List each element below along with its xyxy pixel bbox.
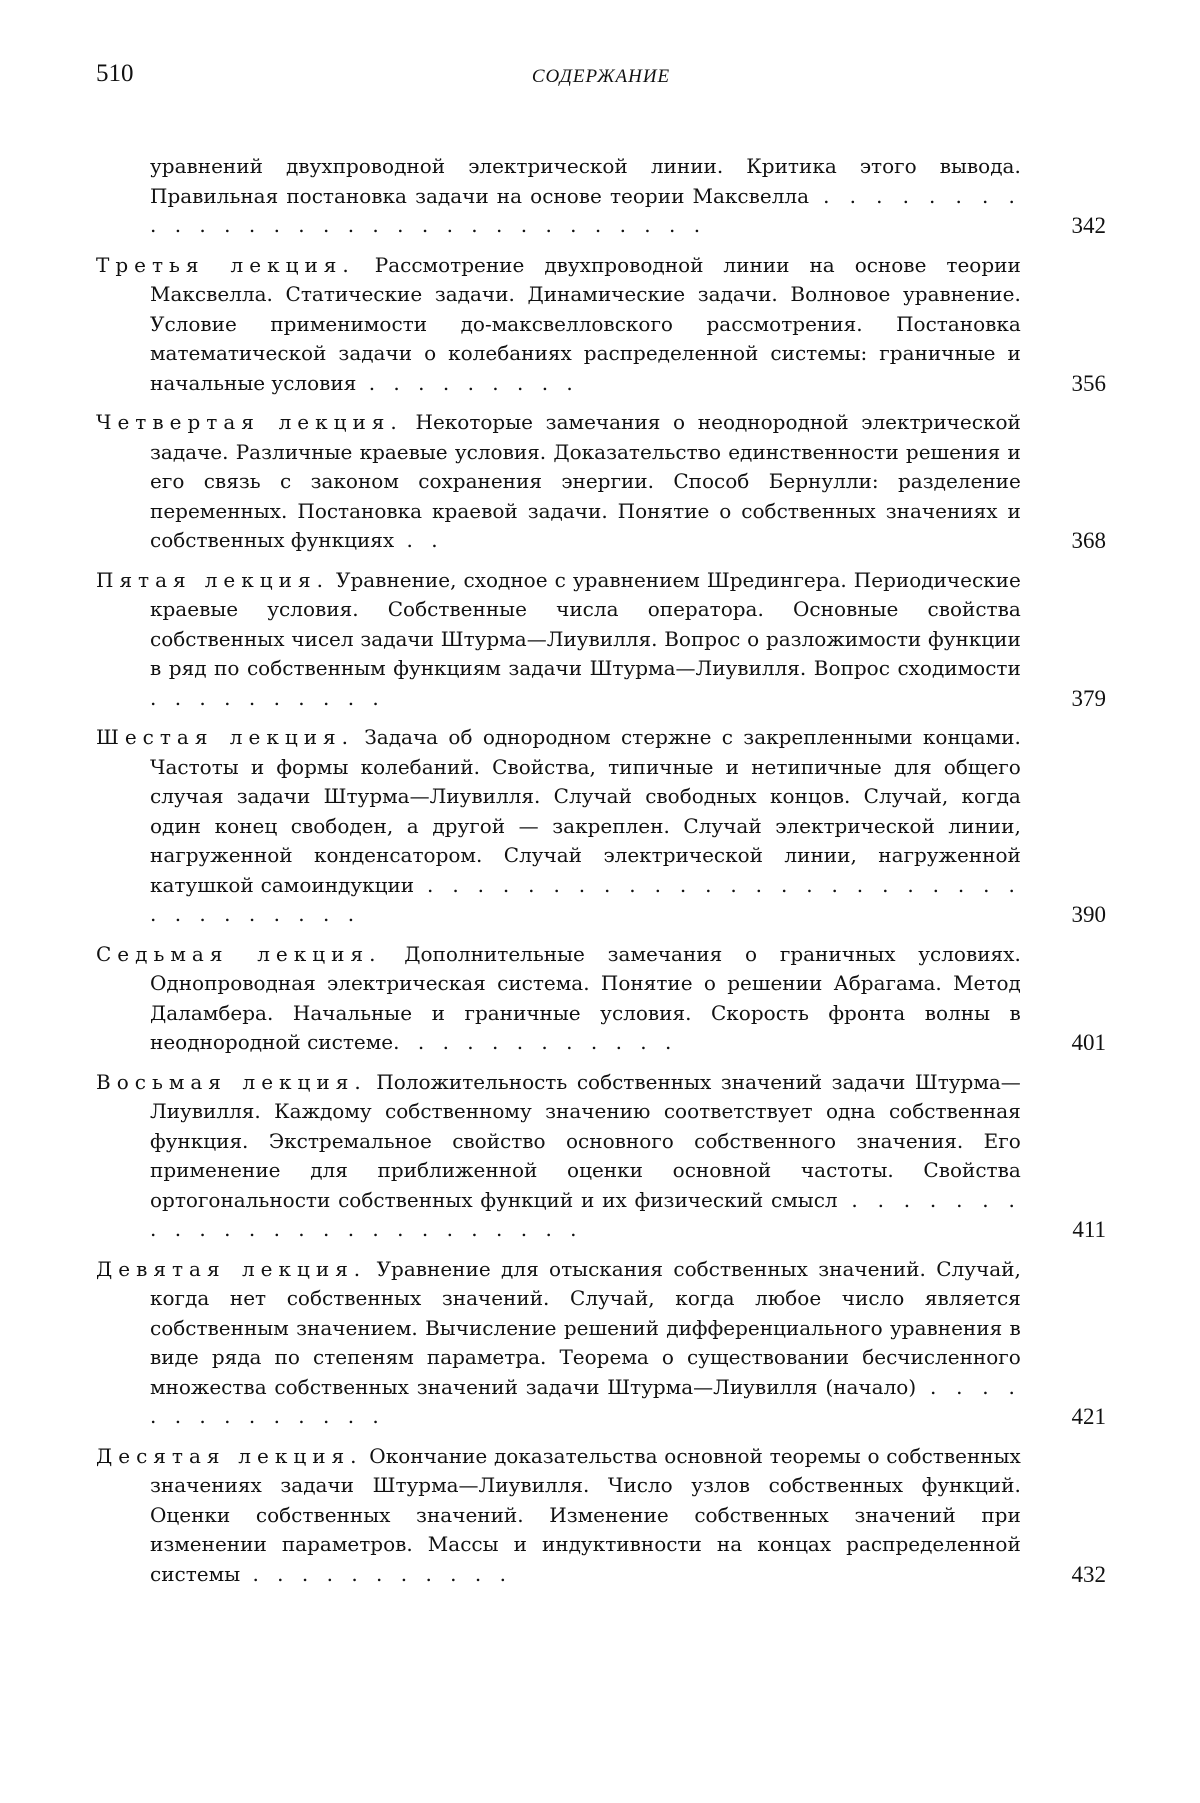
toc-entry-text — [96, 940, 1021, 1058]
toc-entry-text — [96, 566, 1021, 714]
lecture-label: Четвертая лекция. — [96, 410, 403, 434]
toc-entry-text — [96, 1255, 1021, 1432]
toc-entry — [96, 566, 1106, 714]
toc-page-number: 342 — [1071, 213, 1106, 238]
toc-page-number: 356 — [1071, 370, 1106, 396]
dot-leader: . . . . . . . . . . . . . . . . . . . . . . . . . . . . . . . . . — [150, 872, 1021, 926]
lecture-label: Седьмая лекция. — [96, 941, 382, 966]
dot-leader: . . . . . . . . . . . . . . . . . . . . . . . . . — [150, 1187, 1021, 1241]
lecture-label: Третья лекция. — [96, 252, 355, 277]
lecture-label: Пятая лекция. — [96, 567, 329, 592]
lecture-label: Восьмая лекция. — [96, 1069, 367, 1094]
dot-leader: . . . . . . . . . . — [150, 685, 385, 710]
entry-description: Уравнение для отыскания собственных значений. Случай, когда нет собственных значений. Случай, когда любое число является собственным значением. Вычисление решений дифференциального уравнения в виде ряда по степеням параметра. Теорема о существовании бесчисленного множества собственных значений задачи Штурма—Лиувилля (начало) — [150, 1256, 1021, 1399]
toc-page-number: 368 — [1071, 528, 1106, 553]
toc-entry-text — [96, 723, 1021, 930]
toc-entry-text — [96, 408, 1021, 556]
toc-entry-text — [96, 1068, 1021, 1245]
running-title: СОДЕРЖАНИЕ — [531, 66, 671, 87]
toc-page-number: 401 — [1071, 1030, 1106, 1055]
lecture-label: Десятая лекция. — [96, 1443, 363, 1468]
dot-leader: . . . . . . . . . . . . . . . . . . . . . . . . . . . . . . . — [150, 183, 1021, 237]
entry-description: Задача об однородном стержне с закрепленными концами. Частоты и формы колебаний. Свойства, типичные и нетипичные для общего случая задачи Штурма—Лиувилля. Случай свободных концов. Случай, когда один конец свободен, а другой — закреплен. Случай электрической линии, нагруженной конденсатором. Случай электрической линии, нагруженной катушкой самоиндукции — [150, 725, 1021, 897]
table-of-contents — [96, 152, 1106, 1599]
entry-description: Уравнение, сходное с уравнением Шредингера. Периодические краевые условия. Собственные числа оператора. Основные свойства собственных чисел задачи Штурма—Лиувилля. Вопрос о разложимости функции в ряд по собственным функциям задачи Штурма—Лиувилля. Вопрос сходимости — [150, 567, 1021, 680]
toc-entry-text — [96, 1442, 1021, 1590]
page-number: 510 — [96, 60, 134, 87]
toc-page-number: 421 — [1071, 1404, 1106, 1429]
lecture-label: Шестая лекция. — [96, 725, 354, 749]
dot-leader: . . . . . . . . . . . . . . — [150, 1374, 1021, 1428]
dot-leader: . . . . . . . . . . . — [240, 1561, 512, 1586]
lecture-label: Девятая лекция. — [96, 1256, 367, 1281]
dot-leader: . . — [394, 528, 444, 552]
page-header — [96, 60, 1106, 100]
toc-page-number: 379 — [1071, 685, 1106, 711]
toc-page-number: 390 — [1071, 902, 1106, 927]
dot-leader: . . . . . . . . . — [356, 370, 579, 395]
toc-entry — [96, 1255, 1106, 1432]
toc-page-number: 411 — [1072, 1217, 1106, 1242]
entry-description: Положительность собственных значений задачи Штурма—Лиувилля. Каждому собственному значению соответствует одна собственная функция. Экстремальное свойство основного собственного значения. Его применение для приближенной оценки основной частоты. Свойства ортогональности собственных функций и их физический смысл — [150, 1069, 1021, 1212]
toc-entry — [96, 152, 1106, 241]
dot-leader: . . . . . . . . . . . . — [393, 1030, 678, 1054]
entry-description: Дополнительные замечания о граничных условиях. Однопроводная электрическая система. Понятие о решении Абрагама. Метод Даламбера. Начальные и граничные условия. Скорость фронта волны в неоднородной системе — [150, 941, 1021, 1054]
entry-description: Рассмотрение двухпроводной линии на основе теории Максвелла. Статические задачи. Динамические задачи. Волновое уравнение. Условие применимости до-максвелловского рассмотрения. Постановка математической задачи о колебаниях распределенной системы: граничные и начальные условия — [150, 252, 1021, 395]
toc-entry-text — [96, 251, 1021, 399]
toc-page-number: 432 — [1071, 1561, 1106, 1587]
toc-entry-text — [96, 152, 1021, 241]
toc-entry — [96, 723, 1106, 930]
toc-entry — [96, 1442, 1106, 1590]
entry-description: Окончание доказательства основной теоремы о собственных значениях задачи Штурма—Лиувилля. Число узлов собственных функций. Оценки собственных значений. Изменение собственных значений при изменении параметров. Массы и индуктивности на концах распределенной системы — [150, 1443, 1021, 1586]
toc-entry — [96, 1068, 1106, 1245]
toc-entry — [96, 251, 1106, 399]
entry-description: уравнений двухпроводной электрической линии. Критика этого вывода. Правильная постановка задачи на основе теории Максвелла — [150, 154, 1021, 208]
toc-entry — [96, 408, 1106, 556]
entry-description: Некоторые замечания о неоднородной электрической задаче. Различные краевые условия. Доказательство единственности решения и его связь с законом сохранения энергии. Способ Бернулли: разделение переменных. Постановка краевой задачи. Понятие о собственных значениях и собственных функциях — [150, 410, 1021, 552]
toc-entry — [96, 940, 1106, 1058]
